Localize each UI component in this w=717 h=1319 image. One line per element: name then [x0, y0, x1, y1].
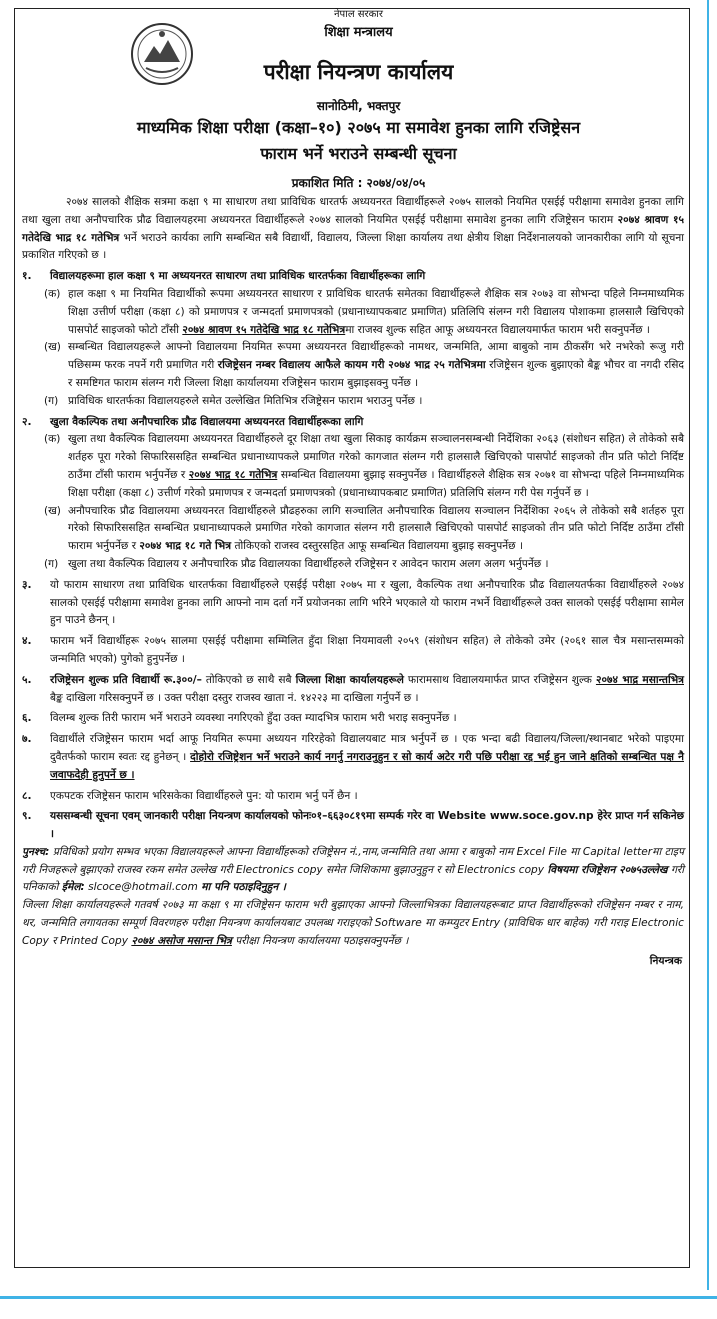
- bottom-accent-line: [0, 1296, 717, 1299]
- office-name: परीक्षा नियन्त्रण कार्यालय: [263, 60, 454, 84]
- intro-paragraph: २०७४ सालको शैक्षिक सत्रमा कक्षा ९ मा साधारण तथा प्राविधिक धारतर्फ अध्ययनरत विद्यार्थीहरूले २०७५ सालको नियमित एसईई परीक्षामा समावेश हुनका लागि तथा खुला तथा अनौपचारिक प्रौढ विद्यालयहरमा अध्ययनरत विद्यार्थीहरूले २०७४ सालको नियमित एसईई परीक्षामा समावेश हुनका लागि रजिष्ट्रेसन फाराम २०७४ श्रावण १५ गतेदेखि भाद्र १८ गतेभित्र भर्ने भराउने कार्यका लागि सम्बन्धित सबै विद्यार्थी, विद्यालय, जिल्ला शिक्षा कार्यालय तथा क्षेत्रीय शिक्षा निर्देशनालयको जानकारीका लागि यो सूचना प्रकाशित गरिएको छ ।: [22, 196, 685, 262]
- ministry-name: शिक्षा मन्त्रालय: [324, 25, 393, 40]
- notice-title-line-2: फाराम भर्ने भराउने सम्बन्धी सूचना: [260, 144, 457, 163]
- section-2: [22, 414, 684, 432]
- section-5: ५. रजिष्ट्रेसन शुल्क प्रति विद्यार्थी रू.३००/– तोकिएको छ साथै सबै जिल्ला शिक्षा कार्यालयहरूले फारामसाथ विद्यालयमार्फत प्राप्त रजिष्ट्रेसन शुल्क २०७४ भाद्र मसान्तभित्र बैङ्क दाखिला गरिसक्नुपर्ने छ । उक्त परीक्षा दस्तुर राजस्व खाता नं. १४२२३ मा दाखिला गर्नुपर्ने छ ।: [22, 673, 684, 704]
- section-2-a: (क) खुला तथा वैकल्पिक विद्यालयमा अध्ययनरत विद्यार्थीहरुले दूर शिक्षा तथा खुला सिकाइ कार्यक्रम सञ्चालनसम्बन्धी निर्देशिका २०६३ (संशोधन सहित) ले तोकेको सबै शर्तहरु पूरा गरेको सिफारिससहित सम्बन्धित प्रधानाध्यापकले प्रमाणित गरेको कागजात संलग्न गरी हालसालै खिचिएको पासपोर्ट साइजको तीन प्रति फोटो निर्दिष्ट ठाउँमा टाँसी फाराम भर्नुपर्नेछ र २०७४ भाद्र १८ गतेभित्र सम्बन्धित विद्यालयमा बुझाइ सक्नुपर्नेछ । विद्यार्थीहरुले शैक्षिक सत्र २०७१ वा सोभन्दा पहिले निम्नमाध्यमिक शिक्षा परीक्षा (कक्षा ८) उत्तीर्ण गरेको प्रमाणपत्र र जन्मदर्ता प्रमाणपत्रको (प्रधानाध्यापकबाट प्रमाणित) प्रतिलिपि संलग्न गरी पेस गर्नुपर्ने छ ।: [44, 433, 684, 499]
- postscript-paragraph-2: जिल्ला शिक्षा कार्यालयहरूले गतवर्ष २०७३ मा कक्षा ९ मा रजिष्ट्रेसन फाराम भरी बुझाएका आफ्नो जिल्लाभित्रका विद्यालयहरूबाट प्राप्त विद्यार्थीहरूको रजिष्ट्रेसन नम्बर र नाम, थर, जन्ममिति लगायतका सम्पूर्ण विवरणहरु परीक्षा नियन्त्रण कार्यालयबाट उपलब्ध गराइएको Software मा कम्प्युटर Entry (प्राविधिक धार बाहेक) गरी गराइ Electronic Copy र Printed Copy २०७४ असोज मसान्त भित्र परीक्षा नियन्त्रण कार्यालयमा पठाइसक्नुपर्नेछ ।: [22, 899, 684, 947]
- section-6: ६. विलम्ब शुल्क तिरी फाराम भर्ने भराउने व्यवस्था नगरिएको हुँदा उक्त म्यादभित्र फाराम भरी भराइ सक्नुपर्नेछ ।: [22, 712, 457, 725]
- section-1-c: (ग) प्राविधिक धारतर्फका विद्यालयहरुले समेत उल्लेखित मितिभित्र रजिष्ट्रेसन फाराम भराउनु पर्नेछ ।: [44, 394, 423, 407]
- notice-body: [22, 194, 684, 970]
- government-name: नेपाल सरकार: [334, 9, 383, 20]
- email-address[interactable]: slcoce@hotmail.com: [84, 881, 202, 894]
- section-2-c: (ग) खुला तथा वैकल्पिक विद्यालय र अनौपचारिक प्रौढ विद्यालयका विद्यार्थीहरुले रजिष्ट्रेसन र आवेदन फाराम अलग अलग भर्नुपर्नेछ ।: [44, 557, 549, 570]
- postscript-paragraph: पुनश्च: प्रविधिको प्रयोग सम्भव भएका विद्यालयहरूले आफ्ना विद्यार्थीहरूको रजिष्ट्रेसन नं.,नाम,जन्ममिति तथा आमा र बाबुको नाम Excel File मा Capital letterमा टाइप गरी निजहरूले बुझाएको राजस्व रकम समेत उल्लेख गरी Electronics copy समेत जिशिकामा बुझाउनुहुन र सो Electronics copy विषयमा रजिष्ट्रेशन २०७५उल्लेख गरी पनिकाको ईमेल: slcoce@hotmail.com मा पनि पठाइदिनुहुन ।: [22, 845, 684, 894]
- section-number: १.: [22, 270, 32, 283]
- notice-title: [0, 115, 717, 167]
- right-edge-line: [707, 0, 709, 1290]
- section-title: खुला वैकल्पिक तथा अनौपचारिक प्रौढ विद्यालयमा अध्ययनरत विद्यार्थीहरूका लागि: [50, 415, 364, 428]
- section-4: ४. फाराम भर्ने विद्यार्थीहरू २०७५ सालमा एसईई परीक्षामा सम्मिलित हुँदा शिक्षा नियमावली २०५९ (संशोधन सहित) ले तोकेको उमेर (२०६१ साल चैत्र मसान्तसम्मको जन्ममिति भएको) पुगेको हुनुपर्नेछ ।: [22, 635, 684, 665]
- section-1: [22, 268, 684, 286]
- published-date: प्रकाशित मिति : २०७४/०४/०५: [291, 176, 426, 190]
- section-7: ७. विद्यार्थीले रजिष्ट्रेसन फाराम भर्दा आफू नियमित रूपमा अध्ययन गरिरहेको विद्यालयबाट मात्र भर्नुपर्ने छ । एक भन्दा बढी विद्यालय/जिल्ला/स्थानबाट भरेको पाइएमा दुवैतर्फको फाराम स्वतः रद्द हुनेछन् । दोहोरो रजिष्ट्रेशन भर्ने भराउने कार्य नगर्नु नगराउनुहुन र सो कार्य अटेर गरी पछि परीक्षा रद्द भई हुन जाने क्षतिको सम्बन्धित पक्ष नै जवाफदेही हुनुपर्ने छ ।: [22, 733, 684, 781]
- notice-title-line-1: माध्यमिक शिक्षा परीक्षा (कक्षा–१०) २०७५ मा समावेश हुनका लागि रजिष्ट्रेसन: [136, 118, 581, 137]
- section-9: ९. यससम्बन्धी सूचना एवम् जानकारी परीक्षा नियन्त्रण कार्यालयको फोनः०१–६६३०८१९मा सम्पर्क गरेर वा Website www.soce.gov.np हेरेर प्राप्त गर्न सकिनेछ ।: [22, 810, 684, 841]
- section-2-b: (ख) अनौपचारिक प्रौढ विद्यालयमा अध्ययनरत विद्यार्थीहरुले प्रौढहरुका लागि सञ्चालित अनौपचारिक विद्यालय सञ्चालन निर्देशिका २०६५ ले तोकेको सबै शर्तहरु पूरा गरेको सिफारिससहित सम्बन्धित प्रधानाध्यापकले प्रमाणित गरेको कागजात संलग्न गरी हालसालै खिचिएको पासपोर्ट साइजको तीन प्रति फोटो निर्दिष्ट ठाउँमा टाँसी फाराम भर्नुपर्नेछ र २०७४ भाद्र १८ गते भित्र तोकिएको राजस्व दस्तुरसहित आफू सम्बन्धित विद्यालयमा बुझाइ सक्नुपर्नेछ ।: [44, 504, 684, 553]
- section-number: २.: [22, 415, 32, 428]
- office-location: सानोठिमी, भक्तपुर: [316, 99, 401, 113]
- section-title: विद्यालयहरूमा हाल कक्षा ९ मा अध्ययनरत साधारण तथा प्राविधिक धारतर्फका विद्यार्थीहरूका लागि: [50, 270, 426, 283]
- section-1-b: (ख) सम्बन्धित विद्यालयहरूले आफ्नो विद्यालयमा नियमित रूपमा अध्ययनरत विद्यार्थीहरूको नामथर, जन्ममिति, आमा बाबुको नाम ठीकसँग भरे नभरेको रूजु गरी पछिसम्म फरक नपर्ने गरी प्रमाणित गरी रजिष्ट्रेसन नम्बर विद्यालय आफैले कायम गरी २०७४ भाद्र २५ गतेभित्रमा रजिष्ट्रेसन शुल्क बुझाएको बैङ्क भौचर वा नगदी रसिद र समष्टिगत फाराम संलग्न गरी जिल्ला शिक्षा कार्यालयमा रजिष्ट्रेसन फाराम बुझाइसक्नु पर्नेछ ।: [44, 341, 684, 389]
- section-8: ८. एकपटक रजिष्ट्रेसन फाराम भरिसकेका विद्यार्थीहरुले पुन: यो फाराम भर्नु पर्ने छैन ।: [22, 789, 358, 802]
- section-1-a: (क) हाल कक्षा ९ मा नियमित विद्यार्थीको रूपमा अध्ययनरत साधारण र प्राविधिक धारतर्फ समेतका विद्यार्थीहरूले शैक्षिक सत्र २०७३ वा सोभन्दा पहिले निम्नमाध्यमिक शिक्षा उत्तीर्ण परीक्षा (कक्षा ८) को प्रमाणपत्र र जन्मदर्ता प्रमाणपत्रको (प्रधानाध्यापकबाट प्रमाणित) प्रतिलिपि संलग्न गरी विद्यालय पोशाकमा हालसालै खिचिएको पासपोर्ट साइजको फोटो टाँसी २०७४ श्रावण १५ गतेदेखि भाद्र १८ गतेभित्रमा राजस्व शुल्क सहित आफू अध्ययनरत विद्यालयमार्फत फाराम भरी सक्नुपर्नेछ ।: [44, 287, 684, 336]
- signature: नियन्त्रक: [649, 954, 682, 967]
- section-3: ३. यो फाराम साधारण तथा प्राविधिक धारतर्फका विद्यार्थीहरुले एसईई परीक्षा २०७५ मा र खुला, वैकल्पिक तथा अनौपचारिक प्रौढ विद्यालयतर्फका विद्यार्थीहरुले २०७४ सालको एसईई परीक्षामा समावेश हुनका लागि आफ्नो नाम दर्ता गर्ने प्रयोजनका लागि भरिने भएकाले यो फाराम नभर्ने विद्यार्थीहरूले उक्त सालको एसईई परीक्षामा सामेल हुन पाउने छैनन् ।: [22, 578, 684, 627]
